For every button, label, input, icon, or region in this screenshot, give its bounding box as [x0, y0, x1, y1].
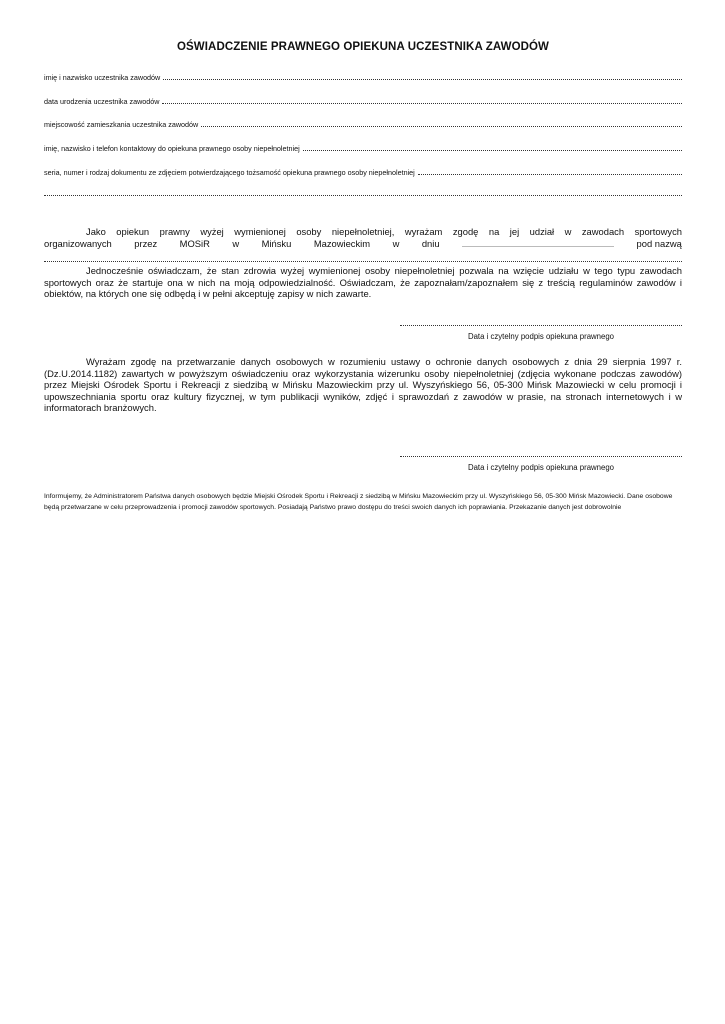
health-statement-paragraph [44, 265, 682, 300]
consent-word: Mazowieckim [313, 237, 371, 249]
event-name-field[interactable] [44, 261, 682, 262]
field-label: miejscowość zamieszkania uczestnika zawodów [44, 120, 199, 129]
signature-line-2[interactable] [400, 456, 682, 457]
consent-word: w [232, 237, 240, 249]
signature-line-1[interactable] [400, 325, 682, 326]
dotted-fill-line[interactable] [201, 125, 682, 127]
consent-word: organizowanych [44, 237, 112, 249]
consent-word: Mińsku [261, 237, 292, 249]
field-continuation-line[interactable] [44, 195, 682, 196]
field-label: imię, nazwisko i telefon kontaktowy do opiekuna prawnego osoby niepełnoletniej [44, 144, 300, 153]
consent-word: MOSiR [179, 237, 210, 249]
dotted-fill-line[interactable] [163, 78, 682, 80]
field-guardian-id-document[interactable] [44, 165, 682, 177]
field-birth-date[interactable] [44, 94, 682, 106]
gdpr-consent-paragraph [44, 356, 682, 414]
gdpr-consent-text: Wyrażam zgodę na przetwarzanie danych osobowych w rozumieniu ustawy o ochronie danych osobowych z dnia 29 sierpnia 1997 r. (Dz.U.2014.1182) zawartych w powyższym oświadczeniu oraz wykorzystania wizerunku osoby niepełnoletniej (zdjęcia wykonane podczas zawodów) przez Miejski Ośrodek Sportu i Rekreacji z siedzibą w Mińsku Mazowieckim przy ul. Wyszyńskiego 56, 05-300 Mińsk Mazowiecki w celu promocji i upowszechniania sportu oraz kultury fizycznej, w tym publikacji wyników, zdjęć i sprawozdań z zawodów w prasie, na stronach internetowych i w informatorach branżowych. [44, 356, 682, 414]
consent-word: pod nazwą [636, 237, 682, 249]
field-guardian-contact[interactable] [44, 141, 682, 153]
event-date-field[interactable] [462, 238, 614, 247]
dotted-fill-line[interactable] [303, 149, 682, 151]
consent-participation-paragraph [44, 226, 682, 249]
consent-word: przez [134, 237, 158, 249]
dotted-fill-line[interactable] [162, 102, 682, 104]
document-title: OŚWIADCZENIE PRAWNEGO OPIEKUNA UCZESTNIKA ZAWODÓW [176, 41, 550, 53]
dotted-fill-line[interactable] [418, 173, 682, 175]
field-label: seria, numer i rodzaj dokumentu ze zdjęciem potwierdzającego tożsamość opiekuna prawnego osoby niepełnoletniej [44, 168, 415, 177]
consent-line-1: Jako opiekun prawny wyżej wymienionej osoby niepełnoletniej, wyrażam zgodę na jej udział w zawodach sportowych [86, 226, 682, 237]
signature-label-1: Data i czytelny podpis opiekuna prawnego [467, 332, 615, 341]
field-residence[interactable] [44, 117, 682, 129]
field-label: imię i nazwisko uczestnika zawodów [44, 73, 161, 82]
health-statement-text: Jednocześnie oświadczam, że stan zdrowia wyżej wymienionej osoby niepełnoletniej pozwala na wzięcie udziału w tego typu zawodach sportowych oraz że startuje ona w nich na moją odpowiedzialność. Oświadczam, że zapoznałam/zapoznałem się z treścią regulaminów zawodów i obiektów, na których one się odbędą i w pełni akceptuję zapisy w nich zawarte. [44, 265, 682, 300]
data-administrator-info: Informujemy, że Administratorem Państwa danych osobowych będzie Miejski Ośrodek Sportu i Rekreacji z siedzibą w Mińsku Mazowieckim przy ul. Wyszyńskiego 56, 05-300 Mińsk Mazowiecki. Dane osobowe będą przetwarzane w celu przeprowadzenia i promocji zawodów sportowych. Posiadają Państwo prawo dostępu do treści swoich danych ich poprawiania. Przekazanie danych jest dobrowolnie [44, 493, 673, 511]
consent-word: dniu [421, 237, 440, 249]
consent-word: w [392, 237, 400, 249]
field-label: data urodzenia uczestnika zawodów [44, 97, 160, 106]
field-participant-name[interactable] [44, 70, 682, 82]
signature-label-2: Data i czytelny podpis opiekuna prawnego [467, 463, 615, 472]
consent-line-2 [44, 238, 682, 250]
